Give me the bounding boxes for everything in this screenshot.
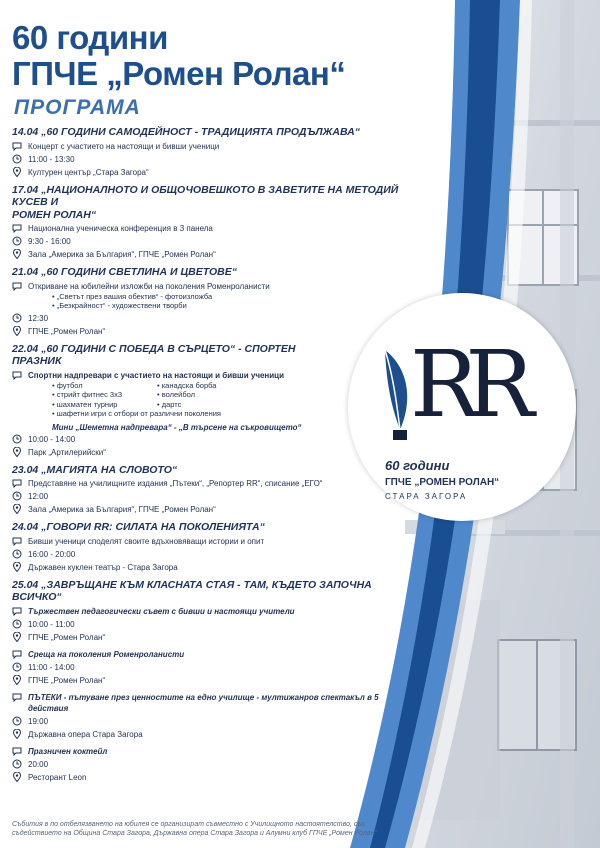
event-day: [12, 184, 412, 261]
event-description-row: [12, 281, 412, 292]
location-pin-icon: [12, 562, 22, 572]
bullet-text: „Светът през вашия обектив“ - фотоизложба: [56, 291, 213, 301]
event-time: 10:00 - 14:00: [28, 434, 76, 444]
event-place: Държавна опера Стара Загора: [28, 729, 143, 739]
sport-label: футбол: [56, 380, 83, 390]
special-game: Мини „Шеметна надпревара“ - „В търсене на съкровището“: [52, 422, 302, 432]
sport-item: • стрийт фитнес 3х3: [52, 390, 123, 399]
speech-bubble-icon: [12, 478, 22, 488]
logo-line2: ГПЧЕ „РОМЕН РОЛАН“: [385, 477, 500, 488]
clock-icon: [12, 434, 22, 444]
event-description: Концерт с участието на настоящи и бивши ученици: [28, 141, 220, 151]
logo-line3: СТАРА ЗАГОРА: [385, 492, 468, 501]
event-place-row: [12, 729, 412, 740]
sports-list: [52, 381, 412, 410]
event-time: 16:00 - 20:00: [28, 549, 76, 559]
event-place: ГПЧЕ „Ромен Ролан“: [28, 632, 106, 642]
event-place-row: [12, 447, 412, 458]
bullet-text: „Безкрайност“ - художествени творби: [56, 301, 187, 310]
event-description-row: [12, 746, 412, 757]
event-place-row: [12, 632, 412, 643]
event-description: Откриване на юбилейни изложби на поколения Роменроланисти: [28, 281, 270, 291]
location-pin-icon: [12, 504, 22, 514]
event-description: Празничен коктейл: [28, 746, 108, 756]
location-pin-icon: [12, 249, 22, 259]
footer-note: [12, 820, 382, 838]
clock-icon: [12, 662, 22, 672]
speech-bubble-icon: [12, 281, 22, 291]
speech-bubble-icon: [12, 223, 22, 233]
event-place-row: [12, 675, 412, 686]
event-description: Тържествен педагогически съвет с бивши и настоящи учители: [28, 606, 295, 616]
clock-icon: [12, 313, 22, 323]
sport-item: • шахматен турнир: [52, 399, 118, 409]
speech-bubble-icon: [12, 606, 22, 616]
clock-icon: [12, 549, 22, 559]
event-day: [12, 266, 412, 337]
event-description: Представяне на училищните издания „Пътеки“, „Репортер RR“, списание „ЕГО“: [28, 479, 323, 488]
event-time-row: [12, 759, 412, 770]
footer-line: съдействието на Община Стара Загора, Държавна опера Стара Загора и Алумни клуб ГПЧЕ „Ромен Ролан“: [12, 830, 377, 837]
event-place: Държавен куклен театър - Стара Загора: [28, 562, 178, 572]
title-line2: ГПЧЕ „Ромен Ролан“: [12, 55, 346, 92]
event-time-row: [12, 662, 412, 673]
logo-monogram: RR: [410, 331, 521, 438]
event-time-row: [12, 236, 412, 247]
location-pin-icon: [12, 167, 22, 177]
sport-label: шафетни игри с отбори от различни поколения: [56, 409, 221, 418]
sport-label: канадска борба: [161, 380, 217, 390]
event-place: Зала „Америка за България“, ГПЧЕ „Ромен Ролан“: [28, 250, 216, 259]
event-place: ГПЧЕ „Ромен Ролан“: [28, 675, 106, 685]
sport-item: • шафетни игри с отбори от различни поколения: [52, 409, 221, 418]
event-description-row: [12, 370, 412, 381]
clock-icon: [12, 619, 22, 629]
sport-label: шахматен турнир: [56, 399, 118, 409]
event-place: Културен център „Стара Загора“: [28, 167, 149, 177]
event-time-row: [12, 716, 412, 727]
logo-line1: 60 години: [385, 458, 450, 473]
clock-icon: [12, 491, 22, 501]
event-place-row: [12, 562, 412, 573]
speech-bubble-icon: [12, 649, 22, 659]
event-time-row: [12, 313, 412, 324]
event-heading: 21.04 „60 ГОДИНИ СВЕТЛИНА И ЦВЕТОВЕ“: [12, 266, 237, 278]
sport-item: • канадска борба: [157, 380, 217, 390]
program-subtitle: ПРОГРАМА: [14, 96, 141, 119]
event-heading: 14.04 „60 ГОДИНИ САМОДЕЙНОСТ - ТРАДИЦИЯТА ПРОДЪЛЖАВА“: [12, 126, 360, 138]
event-day: [12, 126, 412, 178]
event-heading: 23.04 „МАГИЯТА НА СЛОВОТО“: [12, 463, 178, 476]
event-place-row: [12, 249, 412, 260]
speech-bubble-icon: [12, 536, 22, 546]
event-heading-cont: ПРАЗНИК: [12, 355, 62, 367]
event-place: Зала „Америка за България“, ГПЧЕ „Ромен Ролан“: [28, 505, 216, 514]
event-place-row: [12, 772, 412, 783]
event-description: Бивши ученици споделят своите вдъхновяващи истории и опит: [28, 536, 265, 546]
event-day: [12, 343, 412, 458]
event-description-row: [12, 649, 412, 660]
event-description: Среща на поколения Роменроланисти: [28, 649, 185, 659]
bullet-item: • „Безкрайност“ - художествени творби: [52, 301, 187, 310]
event-time: 11:00 - 13:30: [28, 154, 75, 164]
sport-item: • волейбол: [157, 390, 196, 399]
speech-bubble-icon: [12, 692, 22, 702]
speech-bubble-icon: [12, 746, 22, 756]
event-time-row: [12, 491, 412, 502]
location-pin-icon: [12, 447, 22, 457]
event-time: 9:30 - 16:00: [28, 237, 71, 246]
sports-column-left: [52, 381, 157, 410]
event-heading-cont: РОМЕН РОЛАН“: [12, 208, 97, 221]
event-heading: 25.04 „ЗАВРЪЩАНЕ КЪМ КЛАСНАТА СТАЯ - ТАМ, КЪДЕТО ЗАПОЧНА ВСИЧКО“: [12, 578, 372, 603]
sport-label: волейбол: [161, 390, 196, 399]
event-time: 19:00: [28, 716, 49, 726]
event-description: Национална ученическа конференция в 3 панела: [28, 224, 213, 233]
event-description-row: [12, 141, 412, 152]
event-description-row: [12, 606, 412, 617]
location-pin-icon: [12, 772, 22, 782]
sport-item: • футбол: [52, 380, 83, 390]
event-day: [12, 521, 412, 573]
sport-label: дартс: [161, 399, 182, 409]
footer-line: Събития в по отбелязването на юбилея се организират съвместно с Училищното настоятелство, със: [12, 821, 366, 828]
event-time-row: [12, 434, 412, 445]
location-pin-icon: [12, 675, 22, 685]
event-time-row: [12, 619, 412, 630]
event-day: [12, 579, 412, 783]
event-place-row: [12, 167, 412, 178]
title-line1: 60 години: [12, 19, 168, 56]
event-time: 12:30: [28, 313, 49, 323]
event-description-row: [12, 536, 412, 547]
bullet-item: • „Светът през вашия обектив“ - фотоизложба: [52, 291, 213, 301]
event-time: 11:00 - 14:00: [28, 662, 75, 672]
event-heading: 17.04 „НАЦИОНАЛНОТО И ОБЩОЧОВЕШКОТО В ЗАВЕТИТЕ НА МЕТОДИЙ КУСЕВ И: [12, 183, 399, 208]
event-time-row: [12, 549, 412, 560]
event-description-row: [12, 223, 412, 234]
event-day: [12, 464, 412, 516]
event-time-row: [12, 154, 412, 165]
event-place-row: [12, 326, 412, 337]
event-place: Парк „Артилерийски“: [28, 447, 106, 457]
program-content: [12, 20, 412, 783]
event-description: Спортни надпревари с участието на настоящи и бивши ученици: [28, 370, 284, 380]
location-pin-icon: [12, 326, 22, 336]
event-time: 10:00 - 11:00: [28, 619, 75, 629]
sport-label: стрийт фитнес 3х3: [56, 390, 123, 399]
event-place: Ресторант Leon: [28, 772, 87, 782]
event-time: 20:00: [28, 759, 49, 769]
clock-icon: [12, 154, 22, 164]
event-heading: 22.04 „60 ГОДИНИ С ПОБЕДА В СЪРЦЕТО“ - СПОРТЕН: [12, 342, 296, 355]
clock-icon: [12, 236, 22, 246]
event-description-row: [12, 478, 412, 489]
event-heading: 24.04 „ГОВОРИ RR: СИЛАТА НА ПОКОЛЕНИЯТА“: [12, 521, 265, 533]
event-description: ПЪТЕКИ - пътуване през ценностите на едно училище - мултижанров спектакъл в 5 действия: [28, 692, 379, 713]
clock-icon: [12, 759, 22, 769]
event-description-row: [12, 692, 412, 714]
clock-icon: [12, 716, 22, 726]
event-place-row: [12, 504, 412, 515]
event-time: 12:00: [28, 492, 49, 501]
sport-item: • дартс: [157, 399, 182, 409]
location-pin-icon: [12, 729, 22, 739]
speech-bubble-icon: [12, 370, 22, 380]
speech-bubble-icon: [12, 141, 22, 151]
location-pin-icon: [12, 632, 22, 642]
event-place: ГПЧЕ „Ромен Ролан“: [28, 326, 106, 336]
sports-column-right: [157, 381, 262, 410]
